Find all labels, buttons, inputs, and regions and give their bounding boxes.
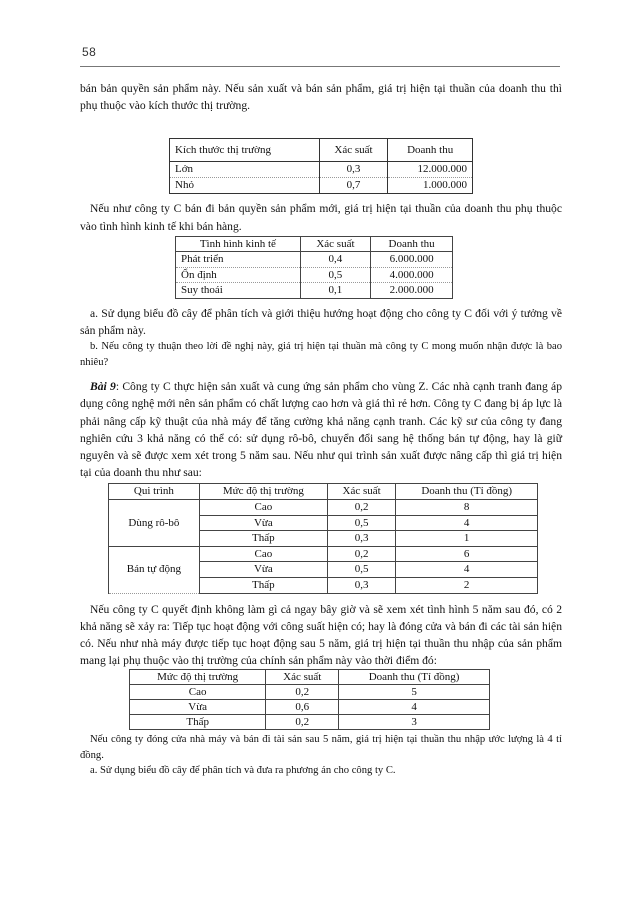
table-row <box>176 267 453 283</box>
question-a-1: a. Sử dụng biểu đồ cây để phân tích và giới thiệu hướng hoạt động cho công ty C đối với ý tưởng về sản phẩm này. <box>80 306 562 338</box>
table-cell: 0,3 <box>327 578 395 594</box>
process-group: Dùng rô-bô <box>109 500 200 547</box>
table-cell: 6 <box>396 546 538 562</box>
table-cell: Ổn định <box>176 267 301 283</box>
table-cell: Cao <box>130 685 266 700</box>
table-cell: Cao <box>199 500 327 516</box>
table-header: Mức độ thị trường <box>130 670 266 685</box>
table-cell: 0,7 <box>319 178 388 194</box>
table-row <box>109 546 538 562</box>
table-cell: 0,4 <box>300 252 370 268</box>
page-number: 58 <box>82 45 97 59</box>
table-cell: 2.000.000 <box>371 283 453 299</box>
table-row <box>130 685 490 700</box>
table-cell: 0,3 <box>327 531 395 547</box>
table-cell: Cao <box>199 546 327 562</box>
table-header: Xác suất <box>327 484 395 500</box>
table-row <box>130 700 490 715</box>
table-cell: 8 <box>396 500 538 516</box>
table-header: Doanh thu (Tỉ đồng) <box>339 670 490 685</box>
header-rule <box>80 66 560 67</box>
exercise-9 <box>80 378 562 481</box>
table-header: Xác suất <box>300 236 370 252</box>
table-cell: 2 <box>396 578 538 594</box>
market-size-table <box>169 138 473 194</box>
table-cell: 5 <box>339 685 490 700</box>
table-cell: 1 <box>396 531 538 547</box>
table-cell: Nhỏ <box>170 178 320 194</box>
table-cell: 0,2 <box>266 685 339 700</box>
paragraph-wait-option: Nếu công ty C quyết định không làm gì cả ngay bây giờ và sẽ xem xét tình hình 5 năm sau đó, có 2 khả năng sẽ xảy ra: Tiếp tục hoạt động với công suất hiện có; hay là đóng cửa và bán đi các tài sản hiện có. Nếu như nhà máy được tiếp tục hoạt động sau 5 năm, giá trị hiện tại thuần thu nhập của sản phẩm mang lại phụ thuộc vào thị trường của chính sản phẩm này vào thời điểm đó: <box>80 602 562 668</box>
table-row <box>176 283 453 299</box>
paragraph-license: Nếu như công ty C bán đi bản quyền sản phẩm mới, giá trị hiện tại thuần của doanh thu phụ thuộc vào tình hình kinh tế khi bán hàng. <box>80 202 562 233</box>
exercise-9-text: : Công ty C thực hiện sản xuất và cung ứng sản phẩm cho vùng Z. Các nhà cạnh tranh đang áp dụng công nghệ mới nên sản phẩm có chất lượng cao hơn và giá thì rẻ hơn. Công ty C đang bị áp lực là phải nâng cấp kỹ thuật của nhà máy để tăng cường khả năng cạnh tranh. Các kỹ sư của công ty đang nghiên cứu 3 khả năng có thể có: sử dụng rô-bô, chuyển đổi sang hệ thống bán tự động, hay là giữ nguyên và sẽ được xem xét trong 5 năm sau. Nếu như qui trình sản xuất được nâng cấp thì giá trị hiện tại của doanh thu như sau: <box>80 380 562 480</box>
table-cell: Phát triển <box>176 252 301 268</box>
table-cell: Vừa <box>130 700 266 715</box>
table-cell: 4 <box>339 700 490 715</box>
table-cell: Vừa <box>199 562 327 578</box>
table-cell: 4.000.000 <box>371 267 453 283</box>
table-cell: 0,5 <box>327 515 395 531</box>
question-b-1: b. Nếu công ty thuận theo lời đề nghị này, giá trị hiện tại thuần mà công ty C mong muốn nhận được là bao nhiêu? <box>80 341 562 368</box>
question-a-2: a. Sử dụng biểu đồ cây để phân tích và đưa ra phương án cho công ty C. <box>90 765 396 777</box>
table-cell: 0,6 <box>266 700 339 715</box>
table-cell: 12.000.000 <box>388 162 473 178</box>
table-header: Doanh thu <box>371 236 453 252</box>
exercise-label: Bài 9 <box>90 380 116 394</box>
paragraph-close-option: Nếu công ty đóng cửa nhà máy và bán đi tài sản sau 5 năm, giá trị hiện tại thuần thu nhập ước lượng là 4 tỉ đồng. <box>80 734 562 761</box>
table-cell: Suy thoái <box>176 283 301 299</box>
table-header: Tình hình kinh tế <box>176 236 301 252</box>
page-content <box>80 80 562 779</box>
table-cell: 1.000.000 <box>388 178 473 194</box>
table-cell: Thấp <box>130 715 266 730</box>
table-cell: 0,2 <box>327 500 395 516</box>
table-cell: 3 <box>339 715 490 730</box>
table-row <box>109 500 538 516</box>
table-row <box>130 715 490 730</box>
table-cell: 4 <box>396 515 538 531</box>
table-header: Qui trình <box>109 484 200 500</box>
table-header: Mức độ thị trường <box>199 484 327 500</box>
process-table <box>108 483 538 593</box>
process-group: Bán tự động <box>109 546 200 593</box>
table-row <box>170 178 473 194</box>
table-header: Doanh thu <box>388 139 473 162</box>
table-cell: 0,3 <box>319 162 388 178</box>
table-cell: 0,1 <box>300 283 370 299</box>
table-cell: 6.000.000 <box>371 252 453 268</box>
table-header: Xác suất <box>319 139 388 162</box>
table-cell: Thấp <box>199 531 327 547</box>
table-cell: 0,2 <box>266 715 339 730</box>
economy-table <box>175 236 453 299</box>
table-cell: 0,5 <box>327 562 395 578</box>
table-cell: Thấp <box>199 578 327 594</box>
table-cell: 4 <box>396 562 538 578</box>
table-header: Kích thước thị trường <box>170 139 320 162</box>
table-header: Xác suất <box>266 670 339 685</box>
table-cell: Lớn <box>170 162 320 178</box>
table-cell: Vừa <box>199 515 327 531</box>
table-cell: 0,2 <box>327 546 395 562</box>
table-row <box>176 252 453 268</box>
table-header: Doanh thu (Tỉ đồng) <box>396 484 538 500</box>
paragraph-intro: bán bản quyền sản phẩm này. Nếu sản xuất và bán sản phẩm, giá trị hiện tại thuần của doanh thu thì phụ thuộc vào kích thước thị trường. <box>80 82 562 113</box>
market-level-table <box>129 669 490 730</box>
table-cell: 0,5 <box>300 267 370 283</box>
table-row <box>170 162 473 178</box>
